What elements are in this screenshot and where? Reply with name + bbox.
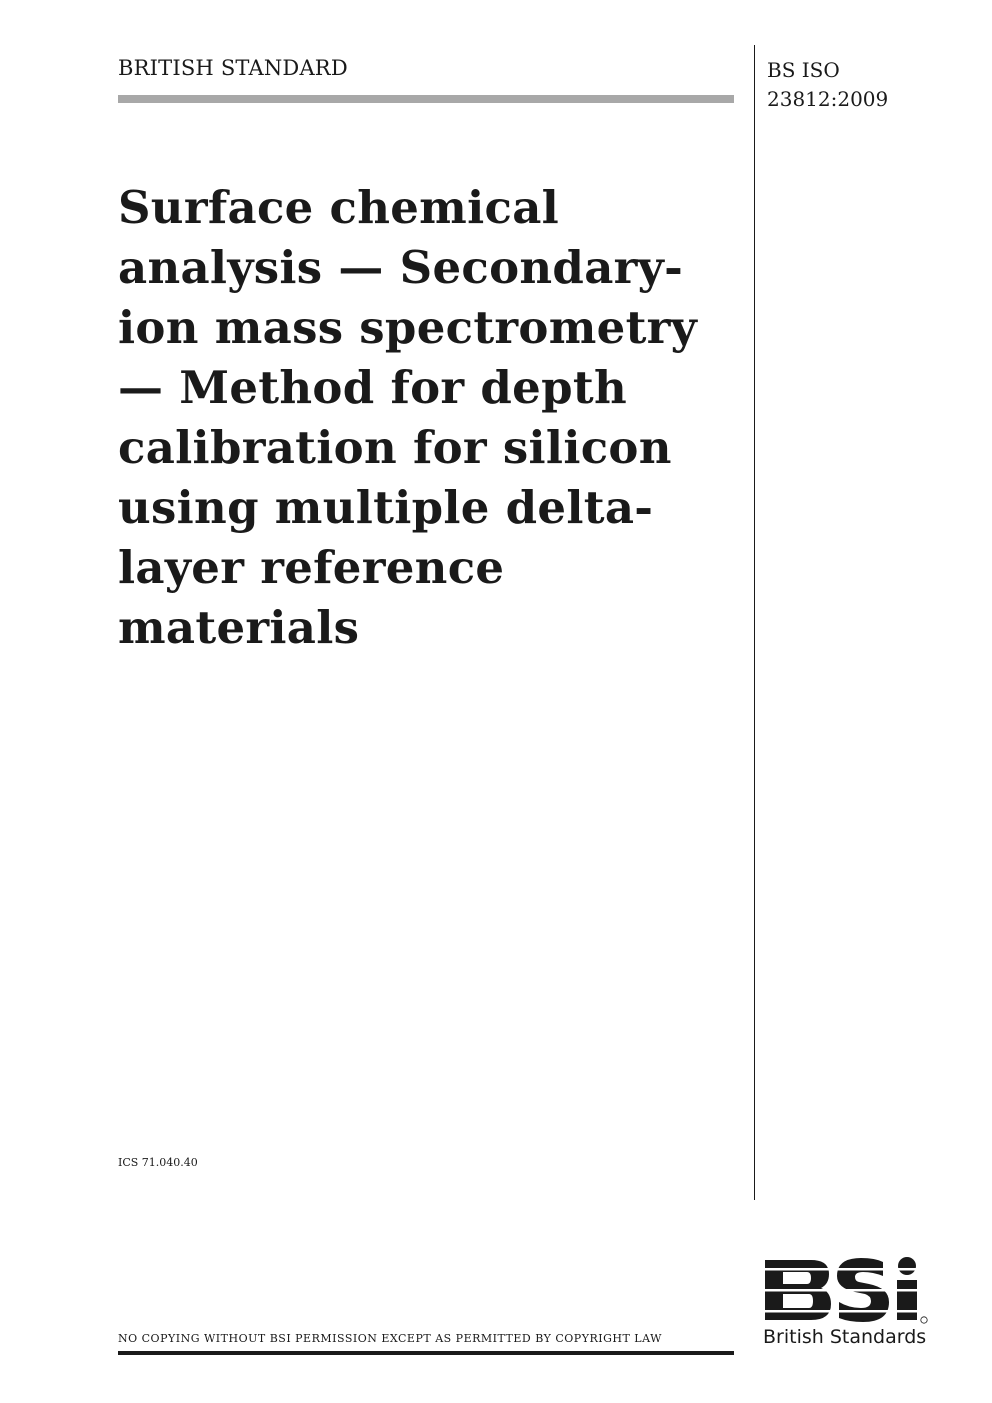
- ics-code: ICS 71.040.40: [118, 1156, 198, 1169]
- footer-rule: [118, 1351, 734, 1355]
- standard-number-line-1: BS ISO: [767, 58, 840, 82]
- title-line: — Method for depth: [118, 361, 627, 414]
- title-line: layer reference: [118, 541, 505, 594]
- title-line: Surface chemical: [118, 181, 560, 234]
- logo-caption: British Standards: [763, 1326, 927, 1348]
- title-line: using multiple delta-: [118, 481, 654, 534]
- bsi-logo: [763, 1256, 939, 1348]
- copyright-notice: NO COPYING WITHOUT BSI PERMISSION EXCEPT AS PERMITTED BY COPYRIGHT LAW: [118, 1332, 662, 1345]
- header-rule: [118, 95, 734, 103]
- bsi-logo-icon: [763, 1256, 929, 1324]
- standard-number: [767, 56, 888, 114]
- vertical-divider: [754, 45, 755, 1200]
- title-line: calibration for silicon: [118, 421, 672, 474]
- standard-number-line-2: 23812:2009: [767, 87, 889, 111]
- title-line: materials: [118, 601, 360, 654]
- document-title: [118, 178, 738, 658]
- title-line: ion mass spectrometry: [118, 301, 698, 354]
- title-line: analysis — Secondary-: [118, 241, 684, 294]
- document-type-label: BRITISH STANDARD: [118, 56, 348, 80]
